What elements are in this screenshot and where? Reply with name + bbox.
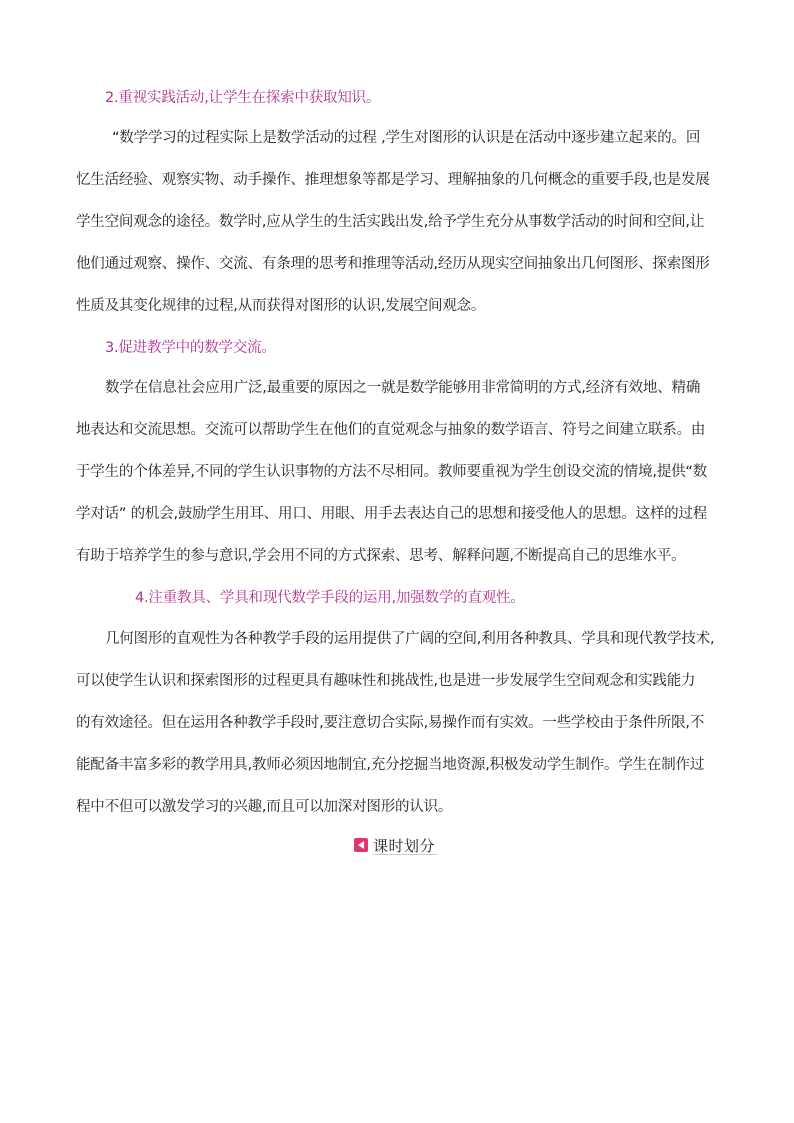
- paragraph-line: 忆生活经验、观察实物、动手操作、推理想象等都是学习、理解抽象的几何概念的重要手段,也是发展: [76, 172, 710, 188]
- section-heading-2: 2.重视实践活动,让学生在探索中获取知识。: [105, 90, 381, 106]
- paragraph-line: 学对话” 的机会,鼓励学生用耳、用口、用眼、用手去表达自己的思想和接受他人的思想。这样的过程: [76, 506, 708, 522]
- paragraph-line: 能配备丰富多彩的教学用具,教师必须因地制宜,充分挖掘当地资源,积极发动学生制作。学生在制作过: [76, 757, 705, 773]
- paragraph-line: 几何图形的直观性为各种教学手段的运用提供了广阔的空间,利用各种教具、学具和现代教学技术,: [105, 631, 715, 647]
- badge-underline: [373, 854, 437, 855]
- paragraph-line: 有助于培养学生的参与意识,学会用不同的方式探索、思考、解释问题,不断提高自己的思维水平。: [76, 548, 686, 564]
- section-badge-label: 课时划分: [373, 836, 436, 855]
- paragraph-line: 程中不但可以激发学习的兴趣,而且可以加深对图形的认识。: [76, 799, 453, 815]
- paragraph-line: 数学在信息社会应用广泛,最重要的原因之一就是数学能够用非常简明的方式,经济有效地、精确: [105, 380, 701, 396]
- paragraph-line: “数学学习的过程实际上是数学活动的过程 ,学生对图形的认识是在活动中逐步建立起来的。回: [112, 130, 701, 146]
- paragraph-line: 他们通过观察、操作、交流、有条理的思考和推理等活动,经历从现实空间抽象出几何图形、探索图形: [76, 256, 710, 272]
- section-heading-3: 3.促进教学中的数学交流。: [105, 340, 276, 356]
- section-badge: [354, 835, 435, 855]
- paragraph-line: 于学生的个体差异,不同的学生认识事物的方法不尽相同。教师要重视为学生创设交流的情境,提供“数: [76, 464, 708, 480]
- paragraph-line: 性质及其变化规律的过程,从而获得对图形的认识,发展空间观念。: [76, 298, 486, 314]
- paragraph-line: 地表达和交流思想。交流可以帮助学生在他们的直觉观念与抽象的数学语言、符号之间建立联系。由: [76, 422, 706, 438]
- paragraph-line: 的有效途径。但在运用各种教学手段时,要注意切合实际,易操作而有实效。一些学校由于条件所限,不: [76, 715, 705, 731]
- paragraph-line: 可以使学生认识和探索图形的过程更具有趣味性和挑战性,也是进一步发展学生空间观念和实践能力: [76, 673, 696, 689]
- bookmark-icon: [354, 838, 368, 852]
- paragraph-line: 学生空间观念的途径。数学时,应从学生的生活实践出发,给予学生充分从事数学活动的时间和空间,让: [76, 214, 705, 230]
- section-heading-4: 4.注重教具、学具和现代数学手段的运用,加强数学的直观性。: [135, 590, 525, 606]
